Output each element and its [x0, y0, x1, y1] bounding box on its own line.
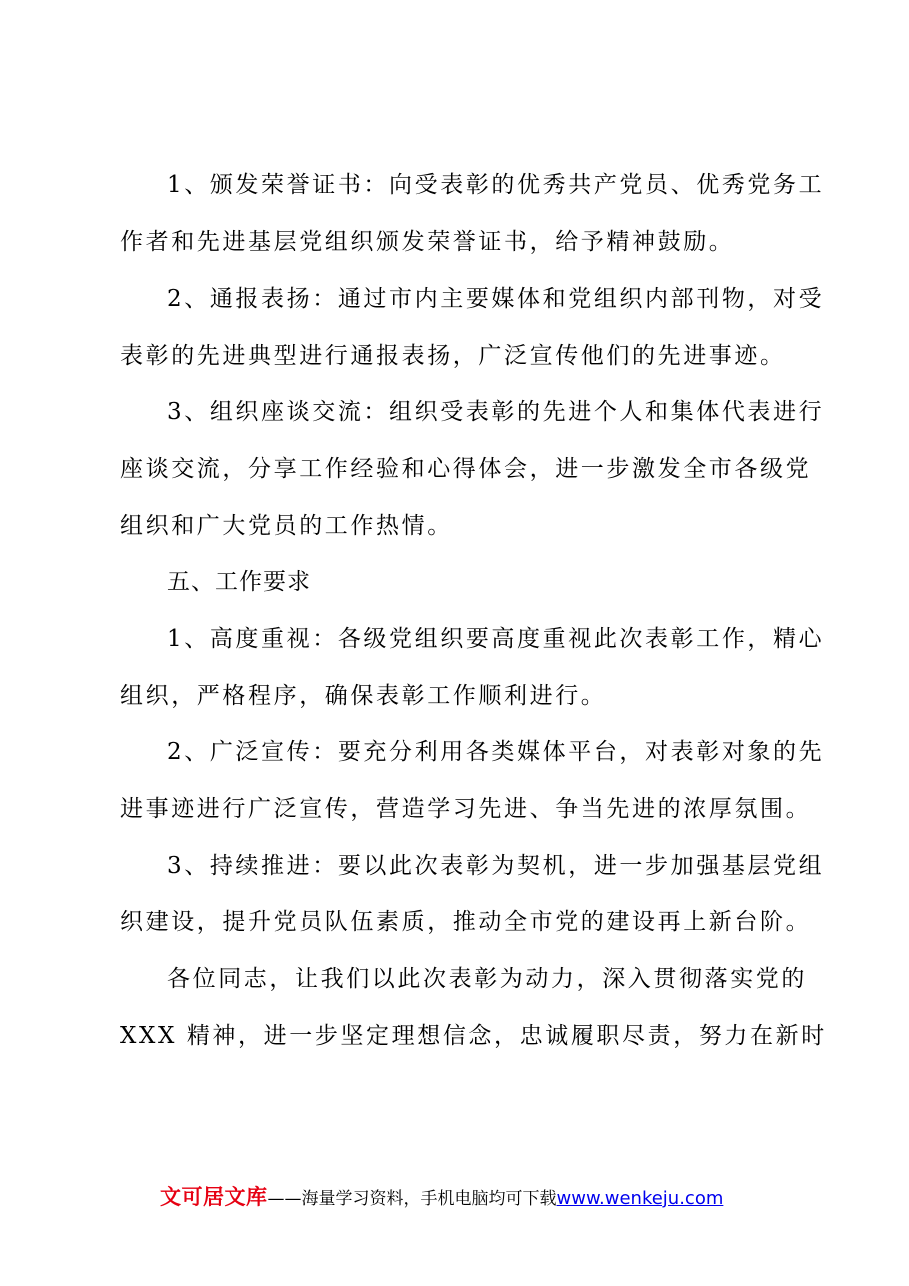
paragraph-line: 组织和广大党员的工作热情。	[120, 513, 453, 539]
paragraph-line: 织建设，提升党员队伍素质，推动全市党的建设再上新台阶。	[120, 909, 812, 935]
paragraph-line: 组织，严格程序，确保表彰工作顺利进行。	[120, 683, 607, 709]
website-link[interactable]: www.wenkeju.com	[556, 1188, 724, 1209]
footer-tagline: ——海量学习资料，手机电脑均可下载	[267, 1189, 557, 1209]
paragraph-line: 进事迹进行广泛宣传，营造学习先进、争当先进的浓厚氛围。	[120, 796, 812, 822]
paragraph-line: 各位同志，让我们以此次表彰为动力，深入贯彻落实党的	[167, 966, 807, 992]
paragraph-line: XXX 精神，进一步坚定理想信念，忠诚履职尽责，努力在新时	[120, 1023, 827, 1049]
paragraph-line: 3、持续推进：要以此次表彰为契机，进一步加强基层党组	[167, 853, 825, 879]
paragraph-line: 1、高度重视：各级党组织要高度重视此次表彰工作，精心	[167, 626, 825, 652]
paragraph-line: 表彰的先进典型进行通报表扬，广泛宣传他们的先进事迹。	[120, 343, 786, 369]
brand-name: 文可居文库	[160, 1185, 268, 1209]
paragraph-line: 2、广泛宣传：要充分利用各类媒体平台，对表彰对象的先	[167, 739, 825, 765]
paragraph-line: 2、通报表扬：通过市内主要媒体和党组织内部刊物，对受	[167, 286, 825, 312]
footer-banner	[160, 1183, 800, 1211]
section-heading: 五、工作要求	[167, 569, 311, 595]
paragraph-line: 3、组织座谈交流：组织受表彰的先进个人和集体代表进行	[167, 399, 825, 425]
paragraph-line: 座谈交流，分享工作经验和心得体会，进一步激发全市各级党	[120, 456, 812, 482]
paragraph-line: 1、颁发荣誉证书：向受表彰的优秀共产党员、优秀党务工	[167, 172, 825, 198]
paragraph-line: 作者和先进基层党组织颁发荣誉证书，给予精神鼓励。	[120, 229, 735, 255]
